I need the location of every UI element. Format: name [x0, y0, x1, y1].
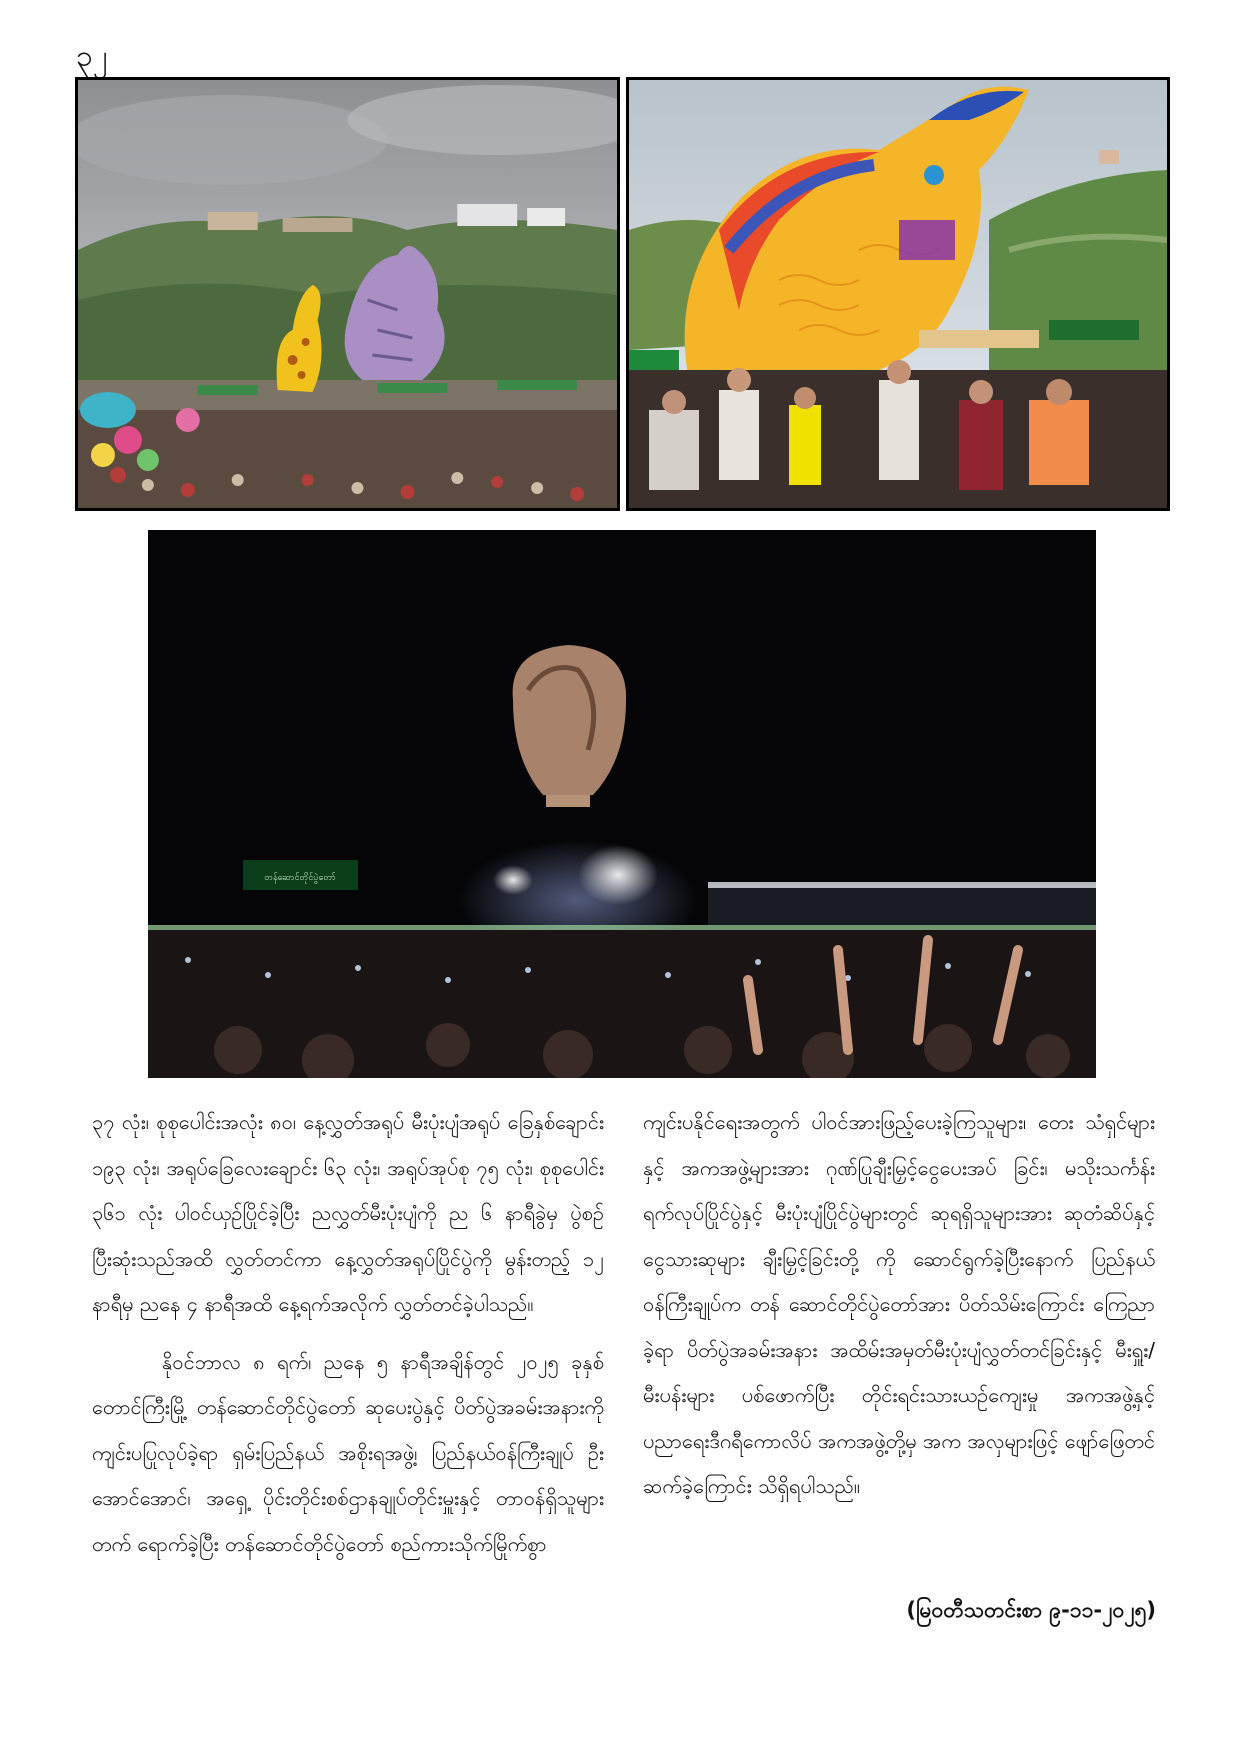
- festival-grounds-illustration: [78, 80, 617, 508]
- festival-grounds-photo: [75, 77, 620, 511]
- rooster-balloon-photo: [626, 77, 1170, 511]
- article-column-left: [92, 1100, 604, 1579]
- page-number: ၃၂: [76, 39, 108, 74]
- source-citation: (မြဝတီသတင်းစာ ၉-၁၁-၂၀၂၅): [906, 1598, 1156, 1622]
- night-balloon-launch-photo: [148, 530, 1096, 1078]
- article-column-right: [643, 1100, 1155, 1522]
- paragraph: နိုဝင်ဘာလ ၈ ရက်၊ ညနေ ၅ နာရီအချိန်တွင် ၂၀၂၅ ခုနှစ် တောင်ကြီးမြို့ တန်ဆောင်တိုင်ပွဲတော် ဆုပေးပွဲနှင့် ပိတ်ပွဲအခမ်းအနားကို ကျင်းပပြုလုပ်ခဲ့ရာ ရှမ်းပြည်နယ် အစိုးရအဖွဲ့၊ ပြည်နယ်ဝန်ကြီးချုပ် ဦးအောင်အောင်၊ အရှေ့ ပိုင်းတိုင်းစစ်ဌာနချုပ်တိုင်းမှူးနှင့် တာဝန်ရှိသူများ တက် ရောက်ခဲ့ပြီး တန်ဆောင်တိုင်ပွဲတော် စည်ကားသိုက်မြိုက်စွာ: [92, 1349, 604, 1556]
- rooster-balloon-illustration: [629, 80, 1167, 508]
- night-balloon-illustration: [148, 530, 1096, 1078]
- paragraph: ကျင်းပနိုင်ရေးအတွက် ပါဝင်အားဖြည့်ပေးခဲ့ကြသူများ၊ တေး သံရှင်များနှင့် အကအဖွဲ့များအား ဂုဏ်ပြုချီးမြှင့်ငွေပေးအပ် ခြင်း၊ မသိုးသင်္ကန်း ရက်လုပ်ပြိုင်ပွဲနှင့် မီးပုံးပျံပြိုင်ပွဲများတွင် ဆုရရှိသူများအား ဆုတံဆိပ်နှင့် ငွေသားဆုများ ချီးမြှင့်ခြင်းတို့ ကို ဆောင်ရွက်ခဲ့ပြီးနောက် ပြည်နယ်ဝန်ကြီးချုပ်က တန် ဆောင်တိုင်ပွဲတော်အား ပိတ်သိမ်းကြောင်း ကြေညာခဲ့ရာ ပိတ်ပွဲအခမ်းအနား အထိမ်းအမှတ်မီးပုံးပျံလွှတ်တင်ခြင်းနှင့် မီးရှူး/မီးပန်းများ ပစ်ဖောက်ပြီး တိုင်းရင်းသားယဉ်ကျေးမှု အကအဖွဲ့နှင့် ပညာရေးဒီဂရီကောလိပ် အကအဖွဲ့တို့မှ အက အလှများဖြင့် ဖျော်ဖြေတင်ဆက်ခဲ့ကြောင်း သိရှိရပါသည်။: [643, 1110, 1155, 1498]
- paragraph: ၃၇ လုံး၊ စုစုပေါင်းအလုံး ၈၀၊ နေ့လွှတ်အရုပ် မီးပုံးပျံအရုပ် ခြေနှစ်ချောင်း ၁၉၃ လုံး၊ အရုပ်ခြေလေးချောင်း ၆၃ လုံး၊ အရုပ်အုပ်စု ၇၅ လုံး၊ စုစုပေါင်း ၃၆၁ လုံး ပါဝင်ယှဉ်ပြိုင်ခဲ့ပြီး ညလွှတ်မီးပုံးပျံကို ည ၆ နာရီခွဲမှ ပွဲစဉ်ပြီးဆုံးသည်အထိ လွှတ်တင်ကာ နေ့လွှတ်အရုပ်ပြိုင်ပွဲကို မွန်းတည့် ၁၂ နာရီမှ ညနေ ၄ နာရီအထိ နေ့ရက်အလိုက် လွှတ်တင်ခဲ့ပါသည်။: [92, 1110, 604, 1316]
- night-banner-text: တန်ဆောင်တိုင်ပွဲတော်: [264, 873, 336, 883]
